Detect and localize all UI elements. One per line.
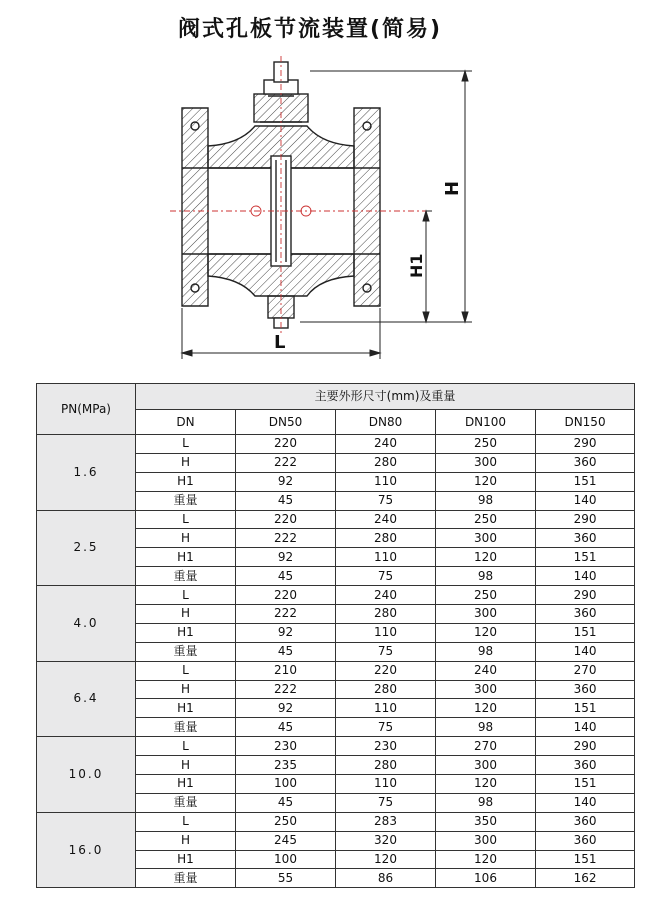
table-cell: 240 <box>336 435 436 454</box>
column-header: DN80 <box>336 410 436 435</box>
table-cell: 222 <box>236 453 336 472</box>
table-cell: 120 <box>436 623 536 642</box>
table-cell: 280 <box>336 453 436 472</box>
table-cell: 151 <box>536 472 635 491</box>
table-cell: 45 <box>236 491 336 510</box>
table-cell: 235 <box>236 756 336 775</box>
table-cell: 360 <box>536 812 635 831</box>
table-cell: 290 <box>536 435 635 454</box>
table-cell: 350 <box>436 812 536 831</box>
table-cell: 140 <box>536 793 635 812</box>
pn-value: 16.0 <box>37 812 136 888</box>
table-cell: 45 <box>236 718 336 737</box>
dimension-l-label: L <box>274 332 286 353</box>
table-cell: 151 <box>536 623 635 642</box>
table-cell: 300 <box>436 529 536 548</box>
table-cell: 75 <box>336 642 436 661</box>
table-row <box>37 661 635 680</box>
table-cell: 290 <box>536 586 635 605</box>
table-cell: 110 <box>336 775 436 794</box>
table-cell: 280 <box>336 756 436 775</box>
row-label: H1 <box>136 548 236 567</box>
table-cell: 290 <box>536 737 635 756</box>
table-cell: 140 <box>536 718 635 737</box>
row-label: H <box>136 680 236 699</box>
row-label: H <box>136 756 236 775</box>
table-cell: 98 <box>436 642 536 661</box>
row-label: 重量 <box>136 567 236 586</box>
table-cell: 300 <box>436 756 536 775</box>
table-cell: 250 <box>436 435 536 454</box>
table-cell: 280 <box>336 529 436 548</box>
table-cell: 98 <box>436 793 536 812</box>
table-cell: 86 <box>336 869 436 888</box>
row-label: 重量 <box>136 718 236 737</box>
row-label: H <box>136 453 236 472</box>
pn-value: 6.4 <box>37 661 136 737</box>
table-cell: 45 <box>236 642 336 661</box>
table-cell: 240 <box>436 661 536 680</box>
table-cell: 55 <box>236 869 336 888</box>
row-label: L <box>136 510 236 529</box>
column-header: DN150 <box>536 410 635 435</box>
page-title: 阀式孔板节流装置(简易) <box>177 17 443 42</box>
table-cell: 222 <box>236 680 336 699</box>
pn-value: 4.0 <box>37 586 136 662</box>
row-label: L <box>136 812 236 831</box>
table-cell: 222 <box>236 529 336 548</box>
table-cell: 106 <box>436 869 536 888</box>
table-cell: 300 <box>436 831 536 850</box>
table-cell: 92 <box>236 623 336 642</box>
dn-header: DN <box>136 410 236 435</box>
table-cell: 98 <box>436 567 536 586</box>
row-label: L <box>136 586 236 605</box>
row-label: 重量 <box>136 793 236 812</box>
table-cell: 100 <box>236 850 336 869</box>
row-label: H1 <box>136 623 236 642</box>
table-cell: 75 <box>336 567 436 586</box>
table-row <box>37 510 635 529</box>
pn-header: PN(MPa) <box>37 384 136 435</box>
table-cell: 300 <box>436 680 536 699</box>
table-cell: 75 <box>336 718 436 737</box>
table-cell: 140 <box>536 491 635 510</box>
table-cell: 230 <box>336 737 436 756</box>
table-cell: 110 <box>336 548 436 567</box>
dimension-h1-label: H1 <box>407 253 426 278</box>
table-cell: 98 <box>436 491 536 510</box>
table-cell: 45 <box>236 793 336 812</box>
table-cell: 151 <box>536 699 635 718</box>
row-label: H1 <box>136 699 236 718</box>
table-cell: 151 <box>536 850 635 869</box>
column-header: DN100 <box>436 410 536 435</box>
row-label: H1 <box>136 775 236 794</box>
table-cell: 220 <box>236 510 336 529</box>
table-cell: 120 <box>436 472 536 491</box>
table-cell: 110 <box>336 699 436 718</box>
table-cell: 140 <box>536 567 635 586</box>
table-cell: 222 <box>236 605 336 624</box>
table-row <box>37 812 635 831</box>
table-cell: 120 <box>436 548 536 567</box>
table-cell: 270 <box>536 661 635 680</box>
dimension-h-label: H <box>442 180 463 196</box>
table-cell: 210 <box>236 661 336 680</box>
row-label: H <box>136 605 236 624</box>
row-label: L <box>136 737 236 756</box>
row-label: H <box>136 529 236 548</box>
table-cell: 120 <box>436 699 536 718</box>
dimensions-table <box>36 383 635 888</box>
table-cell: 92 <box>236 472 336 491</box>
table-cell: 92 <box>236 548 336 567</box>
table-cell: 250 <box>436 586 536 605</box>
row-label: L <box>136 435 236 454</box>
table-cell: 240 <box>336 586 436 605</box>
table-cell: 140 <box>536 642 635 661</box>
table-cell: 250 <box>236 812 336 831</box>
table-cell: 280 <box>336 605 436 624</box>
table-cell: 290 <box>536 510 635 529</box>
table-cell: 162 <box>536 869 635 888</box>
table-cell: 120 <box>436 850 536 869</box>
table-cell: 120 <box>436 775 536 794</box>
column-header: DN50 <box>236 410 336 435</box>
table-cell: 151 <box>536 548 635 567</box>
row-label: 重量 <box>136 491 236 510</box>
table-cell: 360 <box>536 756 635 775</box>
table-cell: 320 <box>336 831 436 850</box>
row-label: H1 <box>136 472 236 491</box>
table-cell: 98 <box>436 718 536 737</box>
table-cell: 300 <box>436 605 536 624</box>
table-cell: 300 <box>436 453 536 472</box>
table-cell: 220 <box>236 435 336 454</box>
table-cell: 360 <box>536 453 635 472</box>
table-cell: 100 <box>236 775 336 794</box>
pn-value: 10.0 <box>37 737 136 813</box>
table-cell: 110 <box>336 472 436 491</box>
table-cell: 360 <box>536 831 635 850</box>
pn-value: 2.5 <box>37 510 136 586</box>
row-label: 重量 <box>136 869 236 888</box>
row-label: H1 <box>136 850 236 869</box>
table-cell: 110 <box>336 623 436 642</box>
valve-orifice-drawing <box>160 56 490 366</box>
table-cell: 283 <box>336 812 436 831</box>
table-cell: 280 <box>336 680 436 699</box>
table-cell: 45 <box>236 567 336 586</box>
table-row <box>37 435 635 454</box>
table-cell: 360 <box>536 529 635 548</box>
pn-value: 1.6 <box>37 435 136 511</box>
table-cell: 270 <box>436 737 536 756</box>
table-cell: 75 <box>336 793 436 812</box>
table-row <box>37 737 635 756</box>
table-cell: 75 <box>336 491 436 510</box>
table-cell: 220 <box>236 586 336 605</box>
table-row <box>37 586 635 605</box>
table-cell: 92 <box>236 699 336 718</box>
dimensions-group-header: 主要外形尺寸(mm)及重量 <box>136 384 635 410</box>
table-cell: 151 <box>536 775 635 794</box>
table-cell: 245 <box>236 831 336 850</box>
row-label: H <box>136 831 236 850</box>
row-label: 重量 <box>136 642 236 661</box>
table-cell: 250 <box>436 510 536 529</box>
table-cell: 240 <box>336 510 436 529</box>
table-cell: 360 <box>536 605 635 624</box>
table-cell: 230 <box>236 737 336 756</box>
row-label: L <box>136 661 236 680</box>
table-cell: 360 <box>536 680 635 699</box>
table-cell: 220 <box>336 661 436 680</box>
table-cell: 120 <box>336 850 436 869</box>
